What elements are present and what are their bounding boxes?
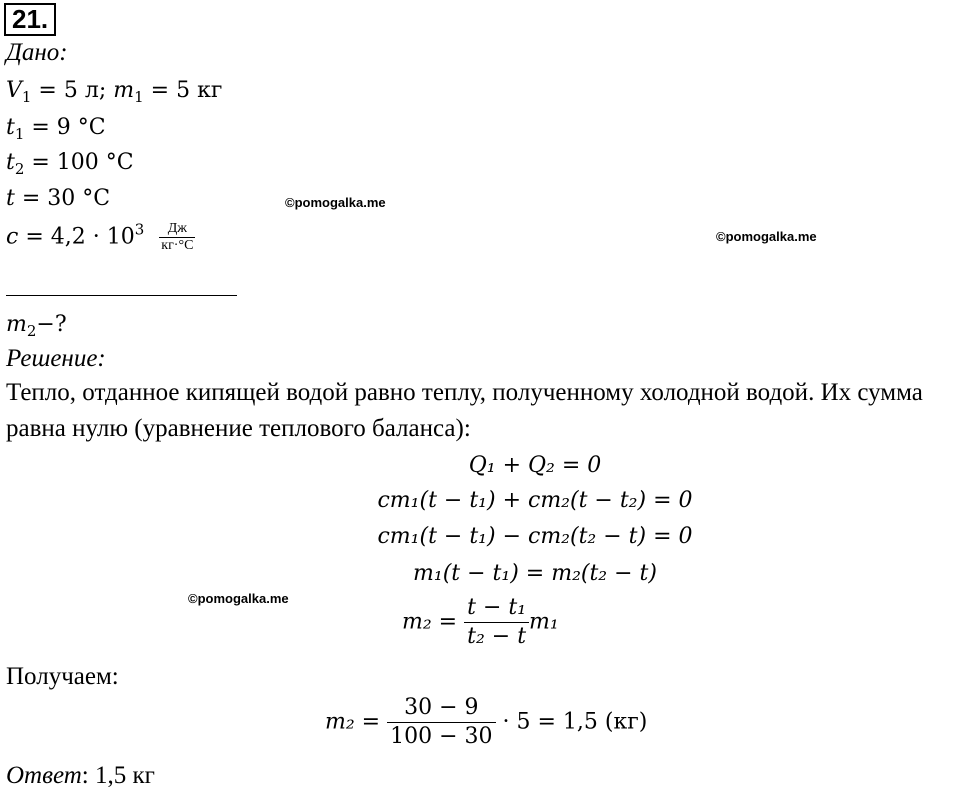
final-calculation: m₂ = $\frac{30 - 9}{100 - 30}$ · 5 = 1,5 (кг) bbox=[325, 695, 648, 749]
solution-label: Решение: bbox=[6, 345, 106, 372]
given-label: Дано: bbox=[6, 39, 68, 66]
find-m2: $m_2-$? bbox=[6, 312, 67, 340]
obtain-label: Получаем: bbox=[6, 663, 119, 690]
given-t1: $t_1 = 9$ °C bbox=[6, 115, 106, 143]
answer-label: Ответ bbox=[6, 762, 82, 789]
given-t2: $t_2 = 100$ °C bbox=[6, 150, 134, 178]
c-unit-fraction: $\frac{Дж}{кг\cdot^\circ C}$ bbox=[161, 221, 194, 253]
equation-3: cm₁(t − t₁) − cm₂(t₂ − t) = 0 bbox=[377, 524, 693, 549]
problem-number: 21. bbox=[4, 3, 56, 36]
solution-text-line-2: равна нулю (уравнение теплового баланса): bbox=[6, 415, 471, 442]
equation-2: cm₁(t − t₁) + cm₂(t − t₂) = 0 bbox=[377, 488, 693, 513]
watermark: ©pomogalka.me bbox=[188, 591, 289, 606]
final-fraction: $\frac{30 - 9}{100 - 30}$ bbox=[387, 697, 495, 748]
answer-line bbox=[6, 763, 155, 788]
equation-5-fraction: $\frac{\text{t − t₁}}{\text{t₂ − t}}$ bbox=[464, 597, 529, 648]
given-c: $c = 4,2 \cdot 10^3$ $\frac{Дж}{кг\cdot^\circ C}$ bbox=[6, 220, 194, 253]
watermark: ©pomogalka.me bbox=[716, 229, 817, 244]
equation-1: Q₁ + Q₂ = 0 bbox=[468, 453, 602, 478]
given-volume-mass: $V_1 = 5$ л; $m_1 = 5$ кг bbox=[6, 78, 223, 106]
watermark: ©pomogalka.me bbox=[285, 195, 386, 210]
given-t: t = 30 °C bbox=[6, 186, 111, 211]
equation-4: m₁(t − t₁) = m₂(t₂ − t) bbox=[413, 561, 657, 586]
solution-text-line-1: Тепло, отданное кипящей водой равно теплу, полученному холодной водой. Их сумма bbox=[6, 379, 923, 406]
answer-value: : 1,5 кг bbox=[81, 762, 155, 789]
given-divider bbox=[6, 295, 237, 296]
equation-5: m₂ = $\frac{\text{t − t₁}}{\text{t₂ − t}}$ m₁ bbox=[402, 595, 559, 649]
